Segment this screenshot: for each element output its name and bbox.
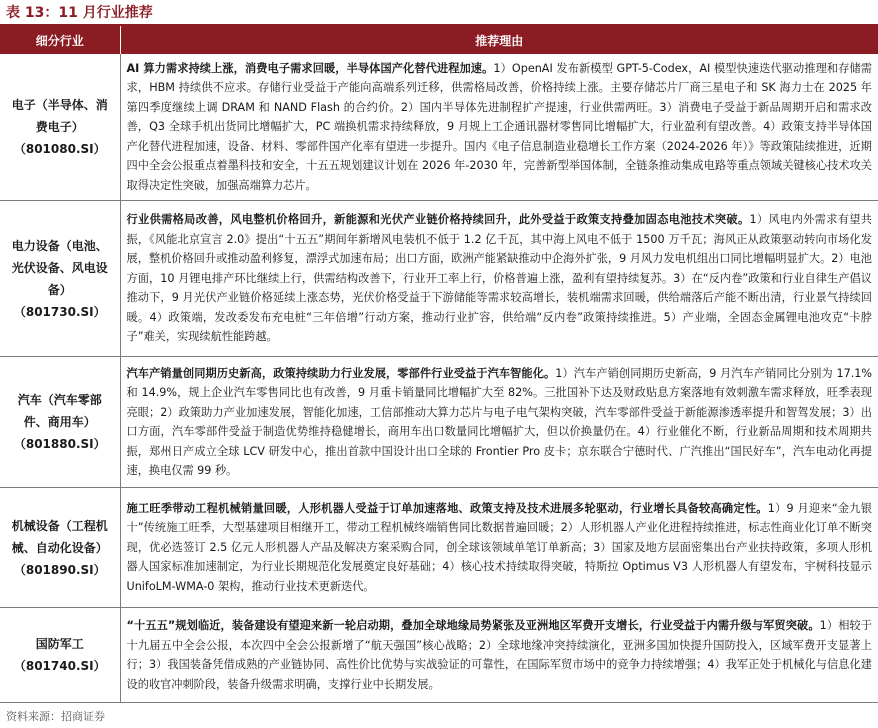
reason-cell (120, 201, 878, 357)
sector-cell (0, 54, 120, 201)
sector-code: （801740.SI） (13, 659, 106, 673)
table-row (0, 608, 878, 703)
sector-name: 国防军工 (35, 637, 84, 651)
sector-cell (0, 608, 120, 703)
reason-cell (120, 54, 878, 201)
table-caption: 表 13：11 月行业推荐 (6, 5, 153, 21)
reason-headline: AI 算力需求持续上涨，消费电子需求回暖，半导体国产化替代进程加速。 (126, 61, 494, 75)
reason-body: 1）9 月迎来“金九银十”传统施工旺季，大型基建项目相继开工，带动工程机械终端销售同比数据普遍回暖；2）人形机器人产业化进程持续推进，标志性商业化订单不断突现，优必选签订 2.5 亿元人形机器人产品及解决方案采购合同，创全球该领域单笔订单新高；3）国家及地方层面密集出台产业扶持政策，多项人形机器人国家标准加速制定，为行业长期规范化发展奠定良好基础；4）核心技术持续取得突破，特斯拉 Optimus V3 人形机器人有望发布，宇树科技显示 UnifoLM-WMA-0 架构，推动行业技术更新迭代。 (126, 501, 872, 593)
sector-name: 电力设备（电池、光伏设备、风电设备） (11, 238, 108, 297)
sector-name: 机械设备（工程机械、自动化设备） (11, 518, 108, 555)
reason-cell (120, 608, 878, 703)
table-row (0, 54, 878, 201)
table-header-row (0, 26, 878, 54)
sector-code: （801890.SI） (13, 562, 106, 577)
sector-code: （801080.SI） (13, 142, 106, 156)
reason-headline: 施工旺季带动工程机械销量回暖，人形机器人受益于订单加速落地、政策支持及技术进展多轮驱动，行业增长具备较高确定性。 (126, 501, 768, 515)
sector-name: 汽车（汽车零部件、商用车） (17, 393, 102, 429)
sector-cell (0, 488, 120, 608)
sector-cell (0, 357, 120, 488)
table-row (0, 357, 878, 488)
reason-headline: “十五五”规划临近，装备建设有望迎来新一轮启动期，叠加全球地缘局势紧张及亚洲地区军费开支增长，行业受益于内需升级与军贸突破。 (126, 619, 820, 632)
sector-name: 电子（半导体、消费电子） (11, 98, 108, 134)
table-row (0, 488, 878, 608)
reason-cell (120, 357, 878, 488)
reason-body: 1）汽车产销创同期历史新高，9 月汽车产销同比分别为 17.1%和 14.9%，规上企业汽车零售同比也有改善，9 月重卡销量同比增幅扩大至 82%。三批国补下达及财政贴息方案落地有效刺激车需求释放，旺季表现亮眼；2）政策助力产业加速发展，智能化加速，工信部推动大算力芯片与电子电气架构突破，汽车零部件受益于新能源渗透率提升和智驾发展；3）出口方面，汽车零部件受益于制造优势维持稳健增长，商用车出口数量同比增幅扩大，但以价换量仍在。4）行业催化不断，行业新品周期和技术周期共振，郑州日产成立全球 LCV 研发中心，推出首款中国设计出口全球的 Frontier Pro 皮卡；京东联合宁德时代、广汽推出“国民好车”，汽车电动化再提速，换电仅需 99 秒。 (126, 366, 872, 477)
source-note: 资料来源：招商证券 (6, 710, 105, 723)
header-reason: 推荐理由 (120, 26, 878, 54)
reason-body: 1）风电内外需求有望共振，《风能北京宣言 2.0》提出“十五五”期间年新增风电装机不低于 1.2 亿千瓦，其中海上风电不低于 1500 万千瓦；海风正从政策驱动转向市场化发展，整机价格回升或推动盈利修复，漂浮式加速布局；出口方面，欧洲产能紧缺推动中企海外扩张，9 月风力发电机组出口同比增幅明显扩大。2）电池方面，10 月锂电排产环比继续上行，供需结构改善下，行业开工率上行，价格普遍上涨，盈利有望持续复苏。3）在“反内卷”政策和行业自律生产倡议推动下，9 月光伏产业链价格延续上涨态势，光伏价格受益于下游储能等需求较高增长，装机端需求回暖，供给端落后产能不断出清，行业景气持续回暖。4）政策端，发改委发布充电桩“三年倍增”行动方案，推动行业扩容，供给端“反内卷”政策持续推进。5）产业端，全固态金属锂电池攻克“卡脖子”难关，实现续航性能跨越。 (126, 213, 872, 344)
reason-headline: 汽车产销量创同期历史新高，政策持续助力行业发展，零部件行业受益于汽车智能化。 (126, 366, 556, 380)
table-row (0, 201, 878, 357)
header-sector: 细分行业 (0, 26, 120, 54)
sector-code: （801880.SI） (13, 437, 106, 451)
reason-body: 1）OpenAI 发布新模型 GPT-5-Codex，AI 模型快速迭代驱动推理和存储需求，HBM 持续供不应求。存储行业受益于产能向高端系列迁移，供需格局改善，价格持续上涨。主要存储芯片厂商三星电子和 SK 海力士在 2025 年第四季度继续上调 DRAM 和 NAND Flash 的合约价。2）国内半导体先进制程扩产提速，行业供需两旺。3）消费电子受益于新品周期开启和需求改善，Q3 全球手机出货同比增幅扩大，PC 端换机需求持续释放，9 月规上工企通讯器材零售同比增幅扩大，行业盈利有望改善。4）政策支持半导体国产化替代进程加速，设备、材料、零部件国产化率有望进一步提升。国内《电子信息制造业稳增长工作方案（2024-2026 年）》等政策陆续推进，近期四中全会公报重点着墨科技和安全，十五五规划建议计划在 2026 年-2030 年，完善新型举国体制，全链条推动集成电路等重点领域关键核心技术攻关取得决定性突破，加强高端算力芯片。 (126, 61, 872, 192)
reason-body: 1）相较于十九届五中全会公报，本次四中全会公报新增了“航天强国”核心战略；2）全球地缘冲突持续演化，亚洲多国加快提升国防投入，区域军费开支显著上行；3）我国装备凭借成熟的产业链协同、高性价比优势与实战验证的可靠性，在国际军贸市场中的竞争力持续增强；4）我军正处于机械化与信息化建设的收官冲刺阶段，装备升级需求明确，支撑行业中长期发展。 (126, 619, 872, 691)
sector-cell (0, 201, 120, 357)
sector-code: （801730.SI） (13, 304, 106, 319)
industry-recommendation-table (0, 26, 878, 703)
reason-cell (120, 488, 878, 608)
reason-headline: 行业供需格局改善，风电整机价格回升，新能源和光伏产业链价格持续回升，此外受益于政策支持叠加固态电池技术突破。 (126, 213, 750, 227)
